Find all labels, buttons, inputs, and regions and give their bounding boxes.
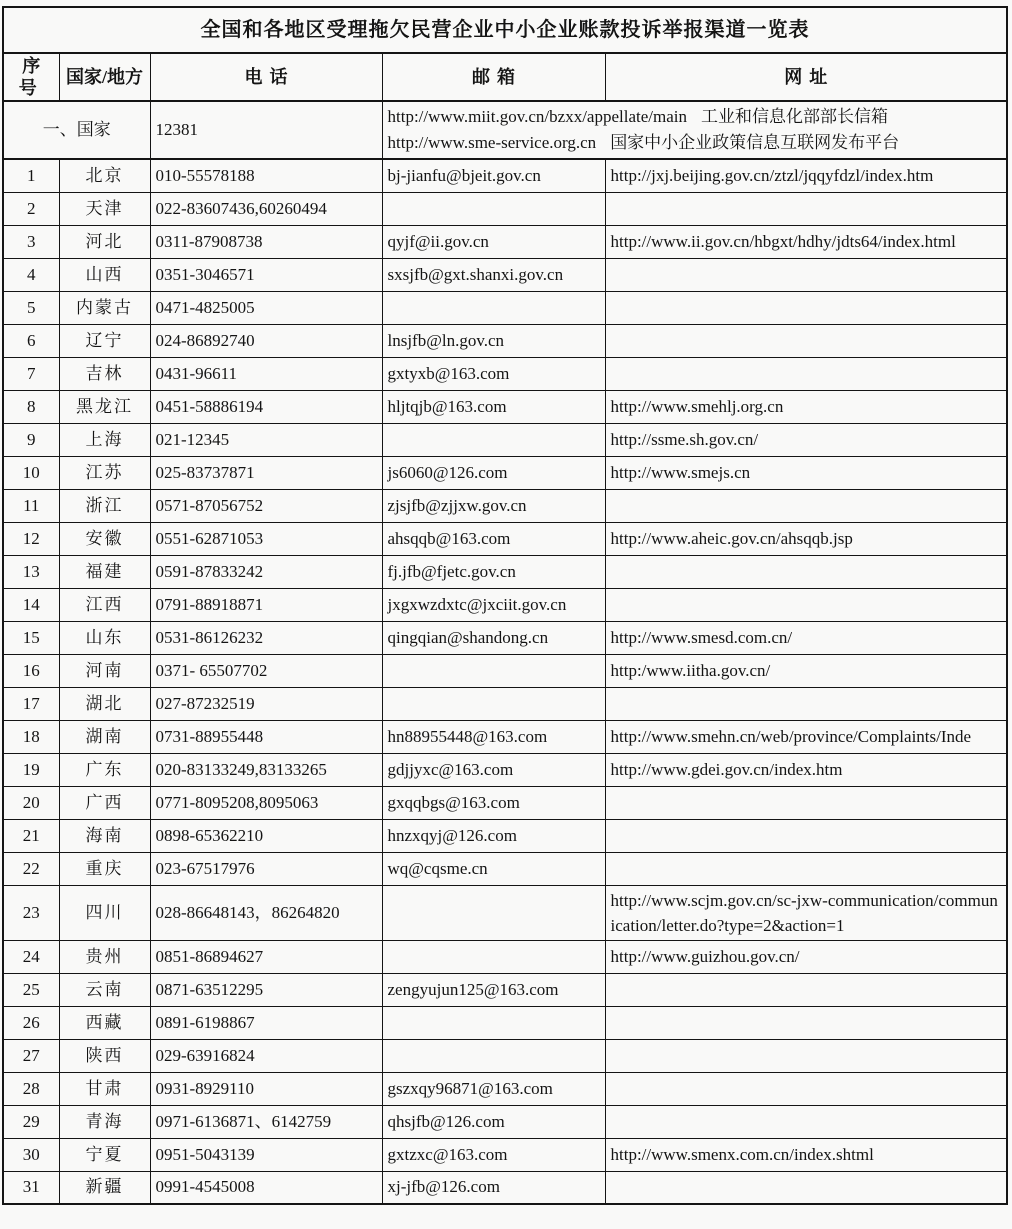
national-channel-line <box>388 130 1002 156</box>
national-channel-line <box>388 104 1002 130</box>
row-website-cell <box>605 1171 1007 1204</box>
row-website-cell <box>605 357 1007 390</box>
column-header-email: 邮箱 <box>382 53 605 101</box>
row-no-cell: 2 <box>3 192 59 225</box>
row-region-cell: 河南 <box>59 654 150 687</box>
row-no-cell: 11 <box>3 489 59 522</box>
national-channel-url: http://www.sme-service.org.cn <box>387 133 597 152</box>
row-region-cell: 贵州 <box>59 940 150 973</box>
row-email-cell: qhsjfb@126.com <box>382 1105 605 1138</box>
row-phone-cell: 0791-88918871 <box>150 588 382 621</box>
row-phone-cell: 010-55578188 <box>150 159 382 192</box>
row-region-cell: 江苏 <box>59 456 150 489</box>
row-phone-cell: 0731-88955448 <box>150 720 382 753</box>
row-region-cell: 西藏 <box>59 1006 150 1039</box>
table-row <box>3 1138 1007 1171</box>
row-no-cell: 25 <box>3 973 59 1006</box>
row-website-cell: http://www.smejs.cn <box>605 456 1007 489</box>
document-title: 全国和各地区受理拖欠民营企业中小企业账款投诉举报渠道一览表 <box>3 7 1007 53</box>
national-channel-url: http://www.miit.gov.cn/bzxx/appellate/main <box>387 107 687 126</box>
row-region-cell: 云南 <box>59 973 150 1006</box>
row-website-cell: http://www.ii.gov.cn/hbgxt/hdhy/jdts64/index.html <box>605 225 1007 258</box>
row-phone-cell: 0351-3046571 <box>150 258 382 291</box>
row-email-cell <box>382 654 605 687</box>
row-email-cell <box>382 940 605 973</box>
table-row <box>3 1072 1007 1105</box>
row-no-cell: 19 <box>3 753 59 786</box>
row-no-cell: 1 <box>3 159 59 192</box>
table-row <box>3 192 1007 225</box>
row-no-cell: 30 <box>3 1138 59 1171</box>
national-channels-cell <box>382 101 1007 159</box>
table-row <box>3 159 1007 192</box>
table-row <box>3 456 1007 489</box>
row-phone-cell: 0971-6136871、6142759 <box>150 1105 382 1138</box>
row-phone-cell: 0311-87908738 <box>150 225 382 258</box>
row-website-cell: http://www.gdei.gov.cn/index.htm <box>605 753 1007 786</box>
row-website-cell <box>605 1105 1007 1138</box>
row-phone-cell: 0851-86894627 <box>150 940 382 973</box>
column-header-no: 序号 <box>3 53 59 101</box>
row-region-cell: 湖南 <box>59 720 150 753</box>
row-email-cell: gxtzxc@163.com <box>382 1138 605 1171</box>
row-phone-cell: 0471-4825005 <box>150 291 382 324</box>
row-no-cell: 24 <box>3 940 59 973</box>
row-website-cell <box>605 588 1007 621</box>
row-region-cell: 河北 <box>59 225 150 258</box>
column-header-row <box>3 53 1007 101</box>
row-region-cell: 天津 <box>59 192 150 225</box>
table-row <box>3 1171 1007 1204</box>
row-phone-cell: 022-83607436,60260494 <box>150 192 382 225</box>
row-region-cell: 宁夏 <box>59 1138 150 1171</box>
row-no-cell: 13 <box>3 555 59 588</box>
table-row <box>3 1039 1007 1072</box>
row-website-cell <box>605 258 1007 291</box>
table-row <box>3 819 1007 852</box>
row-no-cell: 21 <box>3 819 59 852</box>
row-no-cell: 8 <box>3 390 59 423</box>
row-no-cell: 4 <box>3 258 59 291</box>
row-phone-cell: 0571-87056752 <box>150 489 382 522</box>
row-website-cell: http://www.smehlj.org.cn <box>605 390 1007 423</box>
row-region-cell: 海南 <box>59 819 150 852</box>
row-phone-cell: 023-67517976 <box>150 852 382 885</box>
row-email-cell: wq@cqsme.cn <box>382 852 605 885</box>
row-website-cell: http://www.smesd.com.cn/ <box>605 621 1007 654</box>
column-header-phone: 电话 <box>150 53 382 101</box>
row-phone-cell: 024-86892740 <box>150 324 382 357</box>
table-row <box>3 489 1007 522</box>
row-email-cell <box>382 1006 605 1039</box>
row-phone-cell: 0891-6198867 <box>150 1006 382 1039</box>
row-no-cell: 16 <box>3 654 59 687</box>
row-region-cell: 湖北 <box>59 687 150 720</box>
row-phone-cell: 0531-86126232 <box>150 621 382 654</box>
row-phone-cell: 0431-96611 <box>150 357 382 390</box>
row-region-cell: 安徽 <box>59 522 150 555</box>
table-row <box>3 940 1007 973</box>
row-email-cell: ahsqqb@163.com <box>382 522 605 555</box>
row-email-cell: hn88955448@163.com <box>382 720 605 753</box>
national-channel-desc: 工业和信息化部部长信箱 <box>700 107 888 126</box>
row-region-cell: 山西 <box>59 258 150 291</box>
row-phone-cell: 0771-8095208,8095063 <box>150 786 382 819</box>
row-website-cell <box>605 852 1007 885</box>
row-website-cell <box>605 1039 1007 1072</box>
table-row <box>3 885 1007 940</box>
row-email-cell <box>382 192 605 225</box>
table-row <box>3 258 1007 291</box>
row-email-cell: gszxqy96871@163.com <box>382 1072 605 1105</box>
table-row <box>3 522 1007 555</box>
row-phone-cell: 0371- 65507702 <box>150 654 382 687</box>
row-no-cell: 5 <box>3 291 59 324</box>
row-email-cell: fj.jfb@fjetc.gov.cn <box>382 555 605 588</box>
row-website-cell: http://www.smenx.com.cn/index.shtml <box>605 1138 1007 1171</box>
row-no-cell: 28 <box>3 1072 59 1105</box>
row-website-cell <box>605 192 1007 225</box>
table-row <box>3 720 1007 753</box>
row-no-cell: 10 <box>3 456 59 489</box>
table-row <box>3 786 1007 819</box>
row-no-cell: 17 <box>3 687 59 720</box>
row-website-cell: http://www.guizhou.gov.cn/ <box>605 940 1007 973</box>
row-phone-cell: 020-83133249,83133265 <box>150 753 382 786</box>
row-email-cell <box>382 885 605 940</box>
row-email-cell: xj-jfb@126.com <box>382 1171 605 1204</box>
row-region-cell: 山东 <box>59 621 150 654</box>
row-region-cell: 黑龙江 <box>59 390 150 423</box>
row-phone-cell: 0931-8929110 <box>150 1072 382 1105</box>
row-no-cell: 29 <box>3 1105 59 1138</box>
national-label-cell: 一、国家 <box>3 101 150 159</box>
national-phone-cell: 12381 <box>150 101 382 159</box>
national-channel-desc: 国家中小企业政策信息互联网发布平台 <box>610 133 900 152</box>
row-phone-cell: 028-86648143，86264820 <box>150 885 382 940</box>
row-phone-cell: 029-63916824 <box>150 1039 382 1072</box>
table-row <box>3 291 1007 324</box>
row-region-cell: 广东 <box>59 753 150 786</box>
row-email-cell: sxsjfb@gxt.shanxi.gov.cn <box>382 258 605 291</box>
table-row <box>3 423 1007 456</box>
row-no-cell: 9 <box>3 423 59 456</box>
row-no-cell: 31 <box>3 1171 59 1204</box>
table-row <box>3 654 1007 687</box>
table-row <box>3 973 1007 1006</box>
row-email-cell: jxgxwzdxtc@jxciit.gov.cn <box>382 588 605 621</box>
table-row <box>3 852 1007 885</box>
row-email-cell: js6060@126.com <box>382 456 605 489</box>
row-phone-cell: 0551-62871053 <box>150 522 382 555</box>
row-region-cell: 重庆 <box>59 852 150 885</box>
table-row <box>3 1006 1007 1039</box>
row-email-cell: zengyujun125@163.com <box>382 973 605 1006</box>
row-no-cell: 3 <box>3 225 59 258</box>
row-website-cell <box>605 786 1007 819</box>
table-row <box>3 621 1007 654</box>
row-website-cell <box>605 1006 1007 1039</box>
row-region-cell: 甘肃 <box>59 1072 150 1105</box>
row-email-cell: gdjjyxc@163.com <box>382 753 605 786</box>
row-email-cell <box>382 423 605 456</box>
row-phone-cell: 0951-5043139 <box>150 1138 382 1171</box>
row-region-cell: 青海 <box>59 1105 150 1138</box>
row-email-cell: gxqqbgs@163.com <box>382 786 605 819</box>
row-phone-cell: 0991-4545008 <box>150 1171 382 1204</box>
row-region-cell: 新疆 <box>59 1171 150 1204</box>
row-region-cell: 上海 <box>59 423 150 456</box>
row-phone-cell: 021-12345 <box>150 423 382 456</box>
row-website-cell: http://www.scjm.gov.cn/sc-jxw-communication/communication/letter.do?type=2&action=1 <box>605 885 1007 940</box>
row-website-cell <box>605 973 1007 1006</box>
row-no-cell: 26 <box>3 1006 59 1039</box>
table-row <box>3 588 1007 621</box>
row-website-cell: http://jxj.beijing.gov.cn/ztzl/jqqyfdzl/index.htm <box>605 159 1007 192</box>
row-region-cell: 吉林 <box>59 357 150 390</box>
table-row <box>3 225 1007 258</box>
row-website-cell <box>605 489 1007 522</box>
row-phone-cell: 0898-65362210 <box>150 819 382 852</box>
row-no-cell: 6 <box>3 324 59 357</box>
complaint-channels-table <box>2 6 1008 1205</box>
row-website-cell <box>605 291 1007 324</box>
row-email-cell <box>382 291 605 324</box>
row-email-cell: qyjf@ii.gov.cn <box>382 225 605 258</box>
table-row <box>3 555 1007 588</box>
row-region-cell: 北京 <box>59 159 150 192</box>
row-no-cell: 7 <box>3 357 59 390</box>
row-website-cell <box>605 687 1007 720</box>
table-row <box>3 687 1007 720</box>
row-phone-cell: 025-83737871 <box>150 456 382 489</box>
row-email-cell: lnsjfb@ln.gov.cn <box>382 324 605 357</box>
row-no-cell: 14 <box>3 588 59 621</box>
row-email-cell: bj-jianfu@bjeit.gov.cn <box>382 159 605 192</box>
row-email-cell: zjsjfb@zjjxw.gov.cn <box>382 489 605 522</box>
row-website-cell <box>605 555 1007 588</box>
table-row <box>3 753 1007 786</box>
row-website-cell <box>605 1072 1007 1105</box>
row-region-cell: 辽宁 <box>59 324 150 357</box>
row-phone-cell: 0451-58886194 <box>150 390 382 423</box>
row-website-cell: http://www.aheic.gov.cn/ahsqqb.jsp <box>605 522 1007 555</box>
national-row <box>3 101 1007 159</box>
row-no-cell: 27 <box>3 1039 59 1072</box>
row-no-cell: 18 <box>3 720 59 753</box>
row-no-cell: 23 <box>3 885 59 940</box>
title-row <box>3 7 1007 53</box>
row-website-cell: http://ssme.sh.gov.cn/ <box>605 423 1007 456</box>
row-no-cell: 12 <box>3 522 59 555</box>
row-email-cell: gxtyxb@163.com <box>382 357 605 390</box>
row-region-cell: 浙江 <box>59 489 150 522</box>
column-header-region: 国家/地方 <box>59 53 150 101</box>
row-region-cell: 广西 <box>59 786 150 819</box>
row-no-cell: 20 <box>3 786 59 819</box>
table-row <box>3 1105 1007 1138</box>
row-phone-cell: 0871-63512295 <box>150 973 382 1006</box>
row-phone-cell: 0591-87833242 <box>150 555 382 588</box>
row-email-cell: qingqian@shandong.cn <box>382 621 605 654</box>
row-email-cell: hljtqjb@163.com <box>382 390 605 423</box>
row-website-cell <box>605 324 1007 357</box>
row-email-cell <box>382 687 605 720</box>
row-region-cell: 陕西 <box>59 1039 150 1072</box>
row-phone-cell: 027-87232519 <box>150 687 382 720</box>
row-email-cell <box>382 1039 605 1072</box>
table-row <box>3 324 1007 357</box>
row-website-cell: http:/www.iitha.gov.cn/ <box>605 654 1007 687</box>
row-email-cell: hnzxqyj@126.com <box>382 819 605 852</box>
row-region-cell: 内蒙古 <box>59 291 150 324</box>
row-region-cell: 四川 <box>59 885 150 940</box>
row-region-cell: 江西 <box>59 588 150 621</box>
column-header-website: 网址 <box>605 53 1007 101</box>
table-row <box>3 390 1007 423</box>
row-website-cell: http://www.smehn.cn/web/province/Complaints/Inde <box>605 720 1007 753</box>
row-no-cell: 22 <box>3 852 59 885</box>
row-region-cell: 福建 <box>59 555 150 588</box>
table-body <box>3 159 1007 1204</box>
row-website-cell <box>605 819 1007 852</box>
table-row <box>3 357 1007 390</box>
row-no-cell: 15 <box>3 621 59 654</box>
